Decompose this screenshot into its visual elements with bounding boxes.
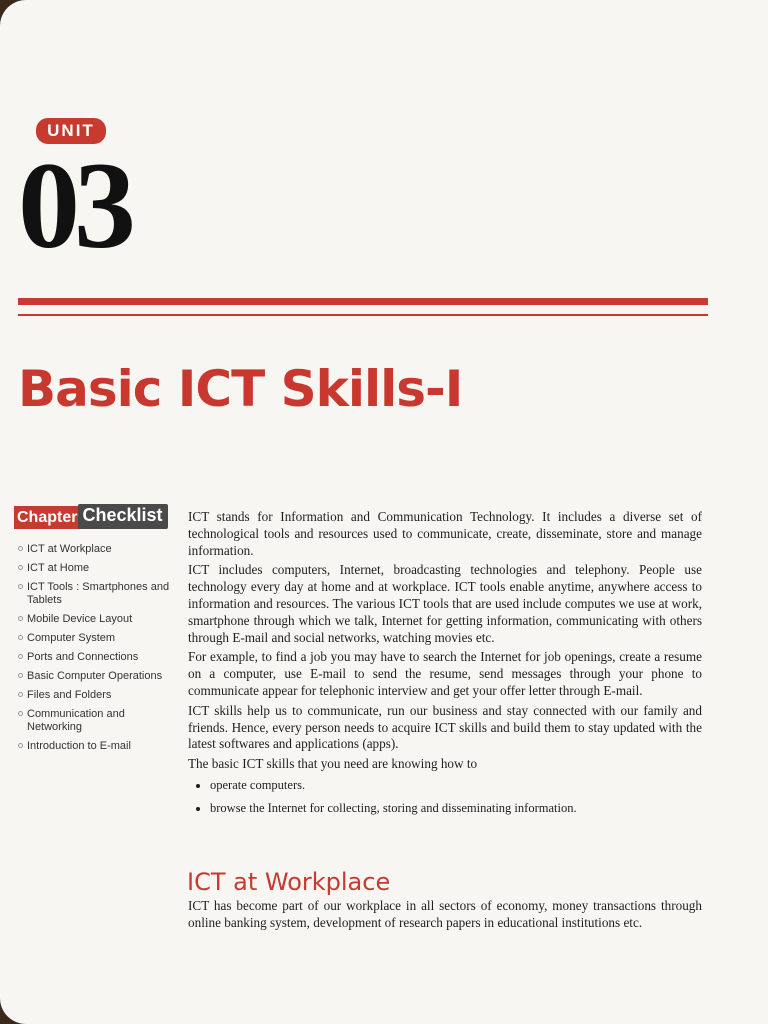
paragraph: ICT stands for Information and Communication Technology. It includes a diverse set of technological tools and resources used to communicate, create, disseminate, store and manage information. [188,509,702,558]
checklist-item [18,543,178,556]
checklist-item [18,708,178,734]
paragraph: ICT includes computers, Internet, broadcasting technologies and telephony. People use technology every day at home and at workplace. ICT tools enable anytime, anywhere access to information and resources. The various ICT tools that are used include computes we use at work, smartphone through which we talk, Internet for getting information, communicating with others through E-mail and social networks, watching movies etc. [188,562,702,645]
bullet-icon [18,711,23,716]
checklist-item [18,581,178,607]
unit-number: 03 [18,137,130,274]
checklist-item-label: ICT at Home [27,562,90,574]
checklist-item-label: Introduction to E-mail [27,740,131,752]
paragraph: The basic ICT skills that you need are knowing how to [188,756,478,772]
divider-thick [18,298,708,305]
checklist-item-label: ICT Tools : Smartphones and Tablets [27,581,170,606]
checklist-item-label: Mobile Device Layout [27,613,133,625]
skills-list-item: • browse the Internet for collecting, storing and disseminating information. [210,800,702,817]
section-paragraph: ICT has become part of our workplace in all sectors of economy, money transactions through online banking system, development of research papers in educational institutions etc. [188,898,702,930]
bullet-icon [18,673,23,678]
bullet-icon [18,654,23,659]
divider-thin [18,314,708,316]
paragraph: For example, to find a job you may have to search the Internet for job openings, create a resume on a computer, use E-mail to send the resume, send messages through your phone to communicate appear for telephonic interview and get your offer letter through E-mail. [188,649,702,698]
bullet-icon [18,635,23,640]
section-heading: ICT at Workplace [187,868,391,896]
paragraph: ICT skills help us to communicate, run our business and stay connected with our family and friends. Hence, every person needs to acquire ICT skills and build them to stay updated with the latest softwares and applications (apps). [188,702,702,752]
skills-list [188,777,702,817]
chapter-checklist [18,543,178,759]
checklist-item-label: Files and Folders [27,689,112,701]
bullet-icon [18,692,23,697]
unit-badge: UNIT [36,118,106,144]
checklist-item [18,689,178,702]
bullet-icon [18,565,23,570]
bullet-icon [18,743,23,748]
checklist-item-label: Ports and Connections [27,651,139,663]
checklist-item-label: Basic Computer Operations [27,670,163,682]
skills-list-item: • operate computers. [210,777,702,794]
checklist-item [18,651,178,664]
chapter-title: Basic ICT Skills-I [18,360,463,418]
chapter-checklist-heading [14,504,168,532]
bullet-icon [18,546,23,551]
intro-text [188,509,702,823]
checklist-item-label: ICT at Workplace [27,543,112,555]
checklist-item [18,740,178,753]
bullet-icon [18,584,23,589]
checklist-label-chapter: Chapter [14,506,80,529]
checklist-item [18,632,178,645]
bullet-icon [18,616,23,621]
checklist-item-label: Computer System [27,632,116,644]
checklist-item-label: Communication and Networking [27,708,125,733]
checklist-item [18,670,178,683]
checklist-item [18,562,178,575]
checklist-item [18,613,178,626]
checklist-label-checklist: Checklist [78,504,167,529]
